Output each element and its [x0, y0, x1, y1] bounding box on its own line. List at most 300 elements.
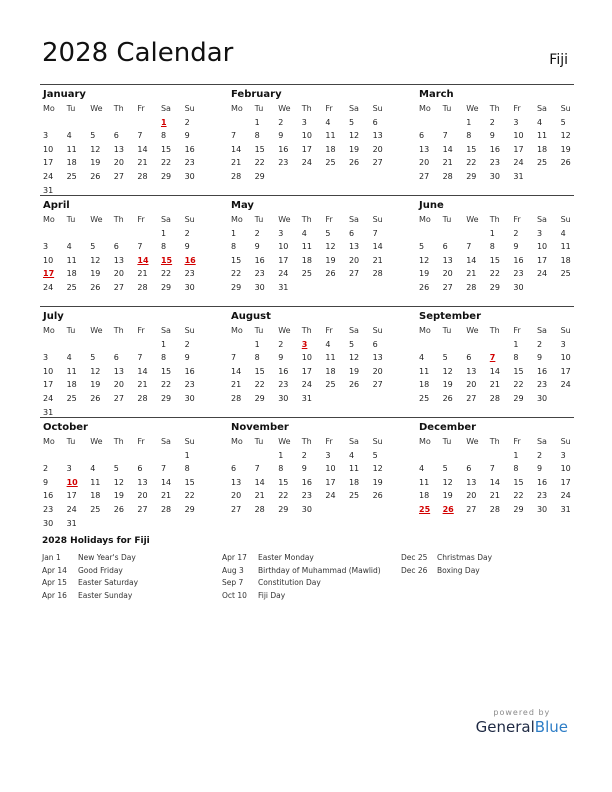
day-cell: 11 — [66, 144, 77, 154]
day-cell: 15 — [466, 144, 477, 154]
empty-cell — [40, 449, 64, 463]
day-cell: 3 — [536, 228, 543, 238]
day-cell: 10 — [43, 255, 54, 265]
weekday-header: Sa — [348, 326, 359, 335]
holiday-date: Aug 3 — [222, 565, 244, 575]
day-cell: 30 — [43, 518, 54, 528]
day-cell: 6 — [466, 353, 472, 363]
holiday-item — [222, 552, 381, 565]
day-cell: 19 — [442, 491, 453, 501]
day-cell: 3 — [66, 464, 72, 474]
day-cell: 22 — [278, 491, 289, 501]
day-cell: 20 — [419, 158, 430, 168]
day-cell: 21 — [137, 380, 148, 390]
day-cell: 6 — [231, 464, 237, 474]
day-cell: 18 — [419, 491, 430, 501]
holiday-day-cell: 16 — [184, 255, 196, 265]
day-cell: 17 — [536, 255, 548, 265]
day-cell: 4 — [325, 339, 331, 349]
empty-cell — [64, 227, 88, 241]
day-cell: 20 — [466, 380, 477, 390]
day-cell: 20 — [442, 269, 453, 279]
day-cell: 5 — [325, 228, 331, 238]
day-cell: 22 — [466, 158, 477, 168]
empty-cell — [228, 449, 252, 463]
holiday-date: Apr 17 — [222, 553, 247, 562]
day-cell: 15 — [513, 366, 524, 376]
empty-cell — [463, 227, 487, 241]
day-cell: 4 — [66, 242, 72, 252]
weekday-header: Tu — [66, 104, 76, 113]
holiday-name: Good Friday — [78, 565, 123, 575]
day-cell: 11 — [419, 366, 430, 376]
month-row — [40, 417, 574, 528]
day-cell: 20 — [113, 380, 124, 390]
day-cell: 21 — [231, 158, 242, 168]
day-cell: 23 — [43, 504, 54, 514]
holiday-date: Sep 7 — [222, 578, 244, 588]
month-name: January — [43, 89, 86, 100]
weekday-header: Sa — [348, 437, 359, 446]
day-cell: 16 — [43, 491, 54, 501]
day-cell: 9 — [536, 353, 543, 363]
month-september — [416, 310, 582, 406]
day-cell: 22 — [254, 158, 265, 168]
day-grid — [416, 102, 582, 184]
day-cell: 29 — [160, 393, 172, 403]
month-name: May — [231, 200, 254, 211]
day-cell: 13 — [419, 144, 430, 154]
day-cell: 25 — [419, 393, 430, 403]
holiday-day-cell: 14 — [137, 255, 149, 265]
day-cell: 12 — [113, 477, 124, 487]
day-cell: 4 — [66, 131, 72, 141]
day-cell: 24 — [560, 380, 571, 390]
day-cell: 19 — [372, 477, 383, 487]
month-name: August — [231, 311, 271, 322]
day-cell: 29 — [513, 504, 524, 514]
day-grid — [228, 435, 394, 517]
day-cell: 13 — [442, 255, 453, 265]
day-cell: 11 — [66, 366, 77, 376]
empty-cell — [228, 338, 252, 352]
day-cell: 26 — [90, 393, 101, 403]
day-cell: 26 — [113, 504, 124, 514]
day-cell: 9 — [301, 464, 307, 474]
weekday-header: Mo — [419, 104, 431, 113]
day-cell: 13 — [113, 144, 124, 154]
weekday-header: Sa — [536, 104, 547, 113]
day-cell: 10 — [513, 131, 524, 141]
day-cell: 22 — [513, 491, 524, 501]
day-cell: 14 — [442, 144, 453, 154]
holiday-day-cell: 10 — [66, 477, 78, 487]
day-cell: 5 — [348, 339, 355, 349]
weekday-header: Mo — [231, 104, 243, 113]
day-cell: 11 — [419, 477, 430, 487]
weekday-header: Su — [184, 437, 195, 446]
day-cell: 25 — [301, 269, 312, 279]
empty-cell — [87, 338, 111, 352]
day-cell: 30 — [536, 504, 548, 514]
day-cell: 28 — [254, 504, 265, 514]
weekday-header: Su — [184, 215, 195, 224]
day-cell: 10 — [301, 131, 312, 141]
day-cell: 26 — [560, 158, 571, 168]
empty-cell — [228, 116, 252, 130]
day-cell: 28 — [137, 171, 148, 181]
day-cell: 21 — [466, 269, 477, 279]
day-cell: 24 — [325, 491, 336, 501]
day-cell: 18 — [301, 255, 312, 265]
day-grid — [416, 213, 582, 295]
day-cell: 21 — [137, 158, 148, 168]
month-july — [40, 310, 206, 419]
day-cell: 4 — [66, 353, 72, 363]
empty-cell — [416, 116, 440, 130]
day-cell: 8 — [254, 131, 260, 141]
weekday-header: Su — [560, 326, 571, 335]
day-cell: 16 — [278, 366, 289, 376]
day-cell: 25 — [66, 393, 77, 403]
day-cell: 15 — [160, 144, 172, 154]
day-cell: 7 — [137, 131, 143, 141]
day-cell: 2 — [536, 339, 543, 349]
holiday-day-cell: 17 — [43, 269, 55, 279]
country-name: Fiji — [549, 52, 568, 68]
weekday-header: Mo — [43, 437, 55, 446]
day-cell: 4 — [301, 228, 307, 238]
day-cell: 30 — [301, 504, 312, 514]
day-cell: 12 — [442, 366, 453, 376]
month-name: June — [419, 200, 444, 211]
day-cell: 13 — [348, 242, 360, 252]
day-cell: 2 — [489, 117, 495, 127]
day-cell: 17 — [278, 255, 289, 265]
weekday-header: Fr — [137, 104, 145, 113]
weekday-header: Th — [489, 104, 500, 113]
empty-cell — [440, 338, 464, 352]
day-cell: 9 — [536, 464, 543, 474]
day-cell: 4 — [560, 228, 566, 238]
day-cell: 15 — [184, 477, 195, 487]
weekday-header: Mo — [43, 215, 55, 224]
day-cell: 8 — [513, 464, 519, 474]
day-cell: 16 — [254, 255, 265, 265]
day-cell: 27 — [231, 504, 242, 514]
day-cell: 19 — [560, 144, 571, 154]
day-cell: 1 — [160, 228, 167, 238]
day-cell: 9 — [278, 131, 284, 141]
day-cell: 21 — [442, 158, 453, 168]
day-cell: 30 — [184, 282, 195, 292]
empty-cell — [416, 338, 440, 352]
weekday-header: Tu — [254, 326, 264, 335]
day-cell: 16 — [184, 366, 195, 376]
day-cell: 4 — [419, 464, 425, 474]
day-cell: 15 — [513, 477, 524, 487]
day-cell: 1 — [513, 450, 519, 460]
day-cell: 4 — [90, 464, 96, 474]
day-cell: 19 — [419, 269, 430, 279]
day-cell: 14 — [489, 366, 500, 376]
month-name: October — [43, 422, 88, 433]
weekday-header: Th — [489, 437, 500, 446]
weekday-header: Fr — [325, 104, 333, 113]
weekday-header: Th — [301, 437, 312, 446]
weekday-header: Su — [560, 437, 571, 446]
holiday-date: Dec 25 — [401, 553, 428, 562]
day-cell: 26 — [372, 491, 383, 501]
empty-cell — [87, 116, 111, 130]
day-grid — [416, 435, 582, 517]
weekday-header: Tu — [442, 326, 452, 335]
day-cell: 13 — [466, 477, 477, 487]
day-cell: 18 — [90, 491, 101, 501]
day-cell: 22 — [513, 380, 524, 390]
holiday-item — [42, 552, 138, 565]
day-cell: 25 — [66, 171, 77, 181]
day-cell: 8 — [160, 131, 167, 141]
day-cell: 6 — [348, 228, 355, 238]
month-february — [228, 88, 394, 184]
holiday-date: Apr 14 — [42, 565, 67, 575]
day-cell: 15 — [254, 366, 265, 376]
day-cell: 4 — [419, 353, 425, 363]
day-cell: 16 — [536, 366, 548, 376]
holiday-name: Constitution Day — [258, 578, 321, 588]
day-cell: 14 — [466, 255, 477, 265]
holiday-item — [222, 577, 381, 590]
day-cell: 11 — [325, 131, 336, 141]
day-cell: 17 — [560, 477, 571, 487]
holidays-title: 2028 Holidays for Fiji — [42, 536, 150, 546]
day-cell: 24 — [43, 393, 54, 403]
page-title: 2028 Calendar — [42, 38, 234, 68]
weekday-header: We — [466, 326, 479, 335]
day-cell: 21 — [231, 380, 242, 390]
weekday-header: Mo — [419, 326, 431, 335]
day-cell: 28 — [231, 393, 242, 403]
day-cell: 30 — [278, 393, 289, 403]
day-cell: 7 — [372, 228, 378, 238]
weekday-header: Su — [184, 104, 195, 113]
month-october — [40, 421, 206, 530]
day-cell: 20 — [137, 491, 148, 501]
day-cell: 10 — [301, 353, 312, 363]
weekday-header: Sa — [536, 215, 547, 224]
month-row — [40, 195, 574, 306]
weekday-header: Fr — [137, 326, 145, 335]
holiday-item — [42, 577, 138, 590]
empty-cell — [134, 338, 158, 352]
day-cell: 24 — [43, 171, 54, 181]
day-cell: 3 — [43, 353, 49, 363]
day-cell: 23 — [513, 269, 524, 279]
day-cell: 14 — [254, 477, 265, 487]
day-cell: 27 — [372, 380, 383, 390]
day-cell: 27 — [137, 504, 148, 514]
day-grid — [416, 324, 582, 406]
weekday-header: We — [278, 215, 291, 224]
brand-name-part2: Blue — [534, 718, 568, 736]
weekday-header: We — [90, 437, 103, 446]
empty-cell — [134, 227, 158, 241]
day-cell: 24 — [560, 491, 571, 501]
day-cell: 12 — [90, 144, 101, 154]
day-cell: 16 — [301, 477, 312, 487]
day-cell: 19 — [325, 255, 336, 265]
weekday-header: Mo — [231, 326, 243, 335]
brand-name — [476, 718, 568, 736]
holiday-date: Jan 1 — [42, 553, 61, 562]
day-cell: 23 — [184, 380, 195, 390]
day-cell: 19 — [90, 158, 101, 168]
day-cell: 27 — [442, 282, 453, 292]
day-cell: 7 — [231, 353, 237, 363]
day-cell: 23 — [254, 269, 265, 279]
day-cell: 13 — [372, 131, 383, 141]
powered-by-text: powered by — [493, 708, 551, 717]
holiday-item — [222, 565, 381, 578]
weekday-header: Mo — [43, 104, 55, 113]
day-cell: 28 — [442, 171, 453, 181]
weekday-header: Fr — [325, 215, 333, 224]
day-cell: 22 — [231, 269, 242, 279]
month-august — [228, 310, 394, 406]
empty-cell — [416, 449, 440, 463]
weekday-header: Mo — [419, 437, 431, 446]
month-name: November — [231, 422, 289, 433]
day-cell: 20 — [113, 269, 124, 279]
months-grid — [40, 84, 574, 528]
empty-cell — [440, 116, 464, 130]
weekday-header: Tu — [66, 437, 76, 446]
day-cell: 5 — [90, 353, 96, 363]
day-cell: 2 — [278, 117, 284, 127]
empty-cell — [487, 338, 511, 352]
day-cell: 10 — [43, 144, 54, 154]
weekday-header: Sa — [348, 104, 359, 113]
day-cell: 23 — [489, 158, 500, 168]
day-cell: 2 — [536, 450, 543, 460]
day-cell: 31 — [560, 504, 571, 514]
weekday-header: Mo — [231, 437, 243, 446]
day-cell: 14 — [137, 144, 148, 154]
holiday-day-cell: 7 — [489, 353, 496, 363]
day-cell: 29 — [513, 393, 524, 403]
day-cell: 27 — [113, 171, 124, 181]
day-cell: 7 — [137, 353, 143, 363]
day-cell: 29 — [231, 282, 242, 292]
day-cell: 30 — [184, 393, 195, 403]
day-cell: 2 — [254, 228, 260, 238]
day-cell: 28 — [231, 171, 242, 181]
day-cell: 20 — [231, 491, 242, 501]
day-cell: 16 — [536, 477, 548, 487]
day-cell: 9 — [513, 242, 519, 252]
day-cell: 1 — [489, 228, 495, 238]
month-december — [416, 421, 582, 517]
day-cell: 30 — [184, 171, 195, 181]
day-cell: 1 — [254, 339, 260, 349]
brand-name-part1: General — [475, 718, 535, 736]
month-march — [416, 88, 582, 184]
holiday-item — [401, 552, 492, 565]
day-cell: 24 — [66, 504, 77, 514]
day-cell: 12 — [90, 255, 101, 265]
day-cell: 8 — [160, 242, 167, 252]
empty-cell — [111, 116, 135, 130]
day-cell: 12 — [325, 242, 336, 252]
weekday-header: Mo — [43, 326, 55, 335]
weekday-header: Tu — [442, 437, 452, 446]
day-cell: 12 — [348, 353, 360, 363]
day-cell: 5 — [372, 450, 378, 460]
weekday-header: Tu — [66, 215, 76, 224]
day-cell: 7 — [137, 242, 143, 252]
month-name: March — [419, 89, 454, 100]
empty-cell — [463, 338, 487, 352]
weekday-header: We — [90, 326, 103, 335]
holiday-date: Oct 10 — [222, 590, 247, 600]
weekday-header: Su — [372, 104, 383, 113]
day-cell: 25 — [66, 282, 77, 292]
day-cell: 4 — [536, 117, 543, 127]
day-cell: 5 — [90, 242, 96, 252]
day-cell: 3 — [43, 242, 49, 252]
day-cell: 17 — [301, 366, 312, 376]
weekday-header: Th — [301, 104, 312, 113]
weekday-header: Tu — [442, 104, 452, 113]
holiday-name: Fiji Day — [258, 590, 286, 600]
day-cell: 8 — [513, 353, 519, 363]
holiday-date: Apr 16 — [42, 590, 67, 600]
day-cell: 31 — [278, 282, 289, 292]
holiday-day-cell: 26 — [442, 504, 454, 514]
day-cell: 5 — [348, 117, 355, 127]
day-cell: 24 — [301, 380, 312, 390]
day-cell: 22 — [184, 491, 195, 501]
day-cell: 23 — [184, 158, 195, 168]
month-april — [40, 199, 206, 295]
day-cell: 28 — [489, 393, 500, 403]
day-cell: 20 — [466, 491, 477, 501]
day-cell: 8 — [184, 464, 190, 474]
brand-logo[interactable] — [476, 708, 568, 736]
day-cell: 3 — [325, 450, 331, 460]
day-cell: 2 — [184, 117, 190, 127]
holiday-name: Birthday of Muhammad (Mawlid) — [258, 565, 381, 575]
weekday-header: Tu — [254, 215, 264, 224]
day-cell: 31 — [43, 185, 54, 195]
empty-cell — [87, 227, 111, 241]
day-cell: 28 — [137, 282, 148, 292]
day-cell: 11 — [348, 464, 360, 474]
holiday-item — [42, 565, 138, 578]
empty-cell — [440, 449, 464, 463]
day-cell: 26 — [325, 269, 336, 279]
day-cell: 25 — [348, 491, 360, 501]
day-cell: 29 — [278, 504, 289, 514]
day-cell: 17 — [325, 477, 336, 487]
weekday-header: Sa — [536, 326, 547, 335]
day-cell: 3 — [278, 228, 284, 238]
day-cell: 8 — [466, 131, 472, 141]
weekday-header: Fr — [325, 326, 333, 335]
day-cell: 2 — [278, 339, 284, 349]
day-cell: 18 — [560, 255, 571, 265]
